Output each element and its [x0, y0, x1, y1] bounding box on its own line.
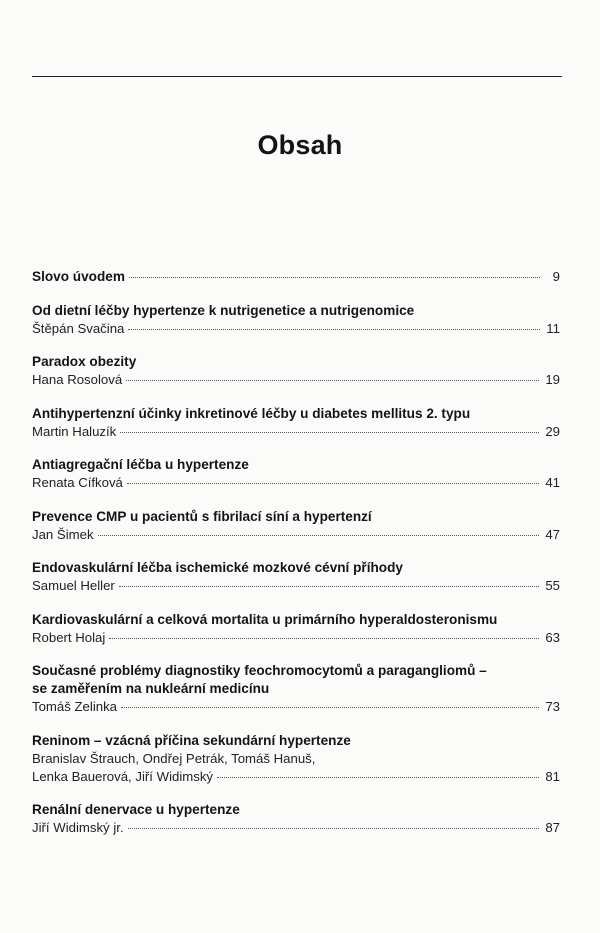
toc-entry — [32, 732, 560, 786]
dot-leader — [127, 482, 539, 484]
toc-entry — [32, 302, 560, 338]
page-number: 9 — [552, 269, 560, 284]
entry-title: Kardiovaskulární a celková mortalita u primárního hyperaldosteronismu — [32, 611, 498, 627]
toc-leader-row — [32, 629, 560, 647]
page-title: Obsah — [257, 130, 343, 160]
toc-entry — [32, 268, 560, 286]
entry-title: Paradox obezity — [32, 354, 137, 369]
toc-leader-row — [32, 268, 560, 286]
entry-author: Tomáš Zelinka — [32, 699, 118, 714]
page-number: 73 — [545, 699, 560, 714]
dot-leader — [120, 431, 539, 433]
entry-title: Prevence CMP u pacientů s fibrilací síní a hypertenzí — [32, 508, 372, 524]
top-rule — [32, 76, 562, 77]
page-number: 47 — [545, 526, 560, 542]
toc-leader-row — [32, 423, 560, 441]
entry-author: Štěpán Svačina — [32, 320, 125, 336]
entry-title: Slovo úvodem — [32, 269, 125, 284]
toc-leader-row — [32, 526, 560, 544]
dot-leader — [128, 328, 540, 330]
entry-author: Renata Cífková — [32, 475, 123, 490]
toc-leader-row — [32, 320, 560, 338]
toc-leader-row — [32, 698, 560, 716]
toc-leader-row — [32, 577, 560, 595]
entry-title: Endovaskulární léčba ischemické mozkové cévní příhody — [32, 560, 403, 575]
page-number: 19 — [545, 372, 560, 387]
dot-leader — [121, 706, 539, 708]
toc-leader-row — [32, 768, 560, 786]
dot-leader — [126, 379, 539, 381]
toc-entry — [32, 559, 560, 595]
toc-entry — [32, 353, 560, 389]
entry-author: Robert Holaj — [32, 629, 106, 645]
toc-leader-row — [32, 371, 560, 389]
page-number: 29 — [545, 423, 560, 439]
toc-entry — [32, 801, 560, 837]
entry-author: Jan Šimek — [32, 526, 94, 542]
entry-author: Samuel Heller — [32, 578, 115, 593]
toc-entry — [32, 662, 560, 716]
page-number: 63 — [545, 629, 560, 645]
entry-author: Jiří Widimský jr. — [32, 820, 124, 835]
page-number: 55 — [545, 578, 560, 593]
table-of-contents — [32, 268, 560, 837]
entry-title: Současné problémy diagnostiky feochromocytomů a paragangliomů – se zaměřením na nukleární medicínu — [32, 663, 487, 696]
toc-leader-row — [32, 819, 560, 837]
toc-entry — [32, 456, 560, 492]
dot-leader — [128, 827, 540, 829]
entry-author: Branislav Štrauch, Ondřej Petrák, Tomáš Hanuš, — [32, 750, 316, 766]
dot-leader — [129, 276, 540, 278]
dot-leader — [119, 585, 540, 587]
dot-leader — [217, 776, 539, 778]
toc-entry — [32, 508, 560, 544]
toc-leader-row — [32, 474, 560, 492]
entry-author: Hana Rosolová — [32, 372, 123, 387]
page-number: 11 — [546, 320, 560, 336]
page-number: 41 — [545, 475, 560, 490]
dot-leader — [98, 534, 540, 536]
entry-author: Martin Haluzík — [32, 423, 117, 439]
entry-author: Lenka Bauerová, Jiří Widimský — [32, 768, 214, 784]
page-number: 87 — [545, 820, 560, 835]
dot-leader — [109, 637, 539, 639]
toc-entry — [32, 405, 560, 441]
entry-title: Antiagregační léčba u hypertenze — [32, 457, 249, 472]
entry-title: Reninom – vzácná příčina sekundární hypertenze — [32, 732, 351, 748]
toc-entry — [32, 611, 560, 647]
entry-title: Renální denervace u hypertenze — [32, 802, 240, 817]
entry-title: Antihypertenzní účinky inkretinové léčby u diabetes mellitus 2. typu — [32, 405, 471, 421]
entry-title: Od dietní léčby hypertenze k nutrigenetice a nutrigenomice — [32, 302, 415, 318]
page-number: 81 — [545, 768, 560, 784]
